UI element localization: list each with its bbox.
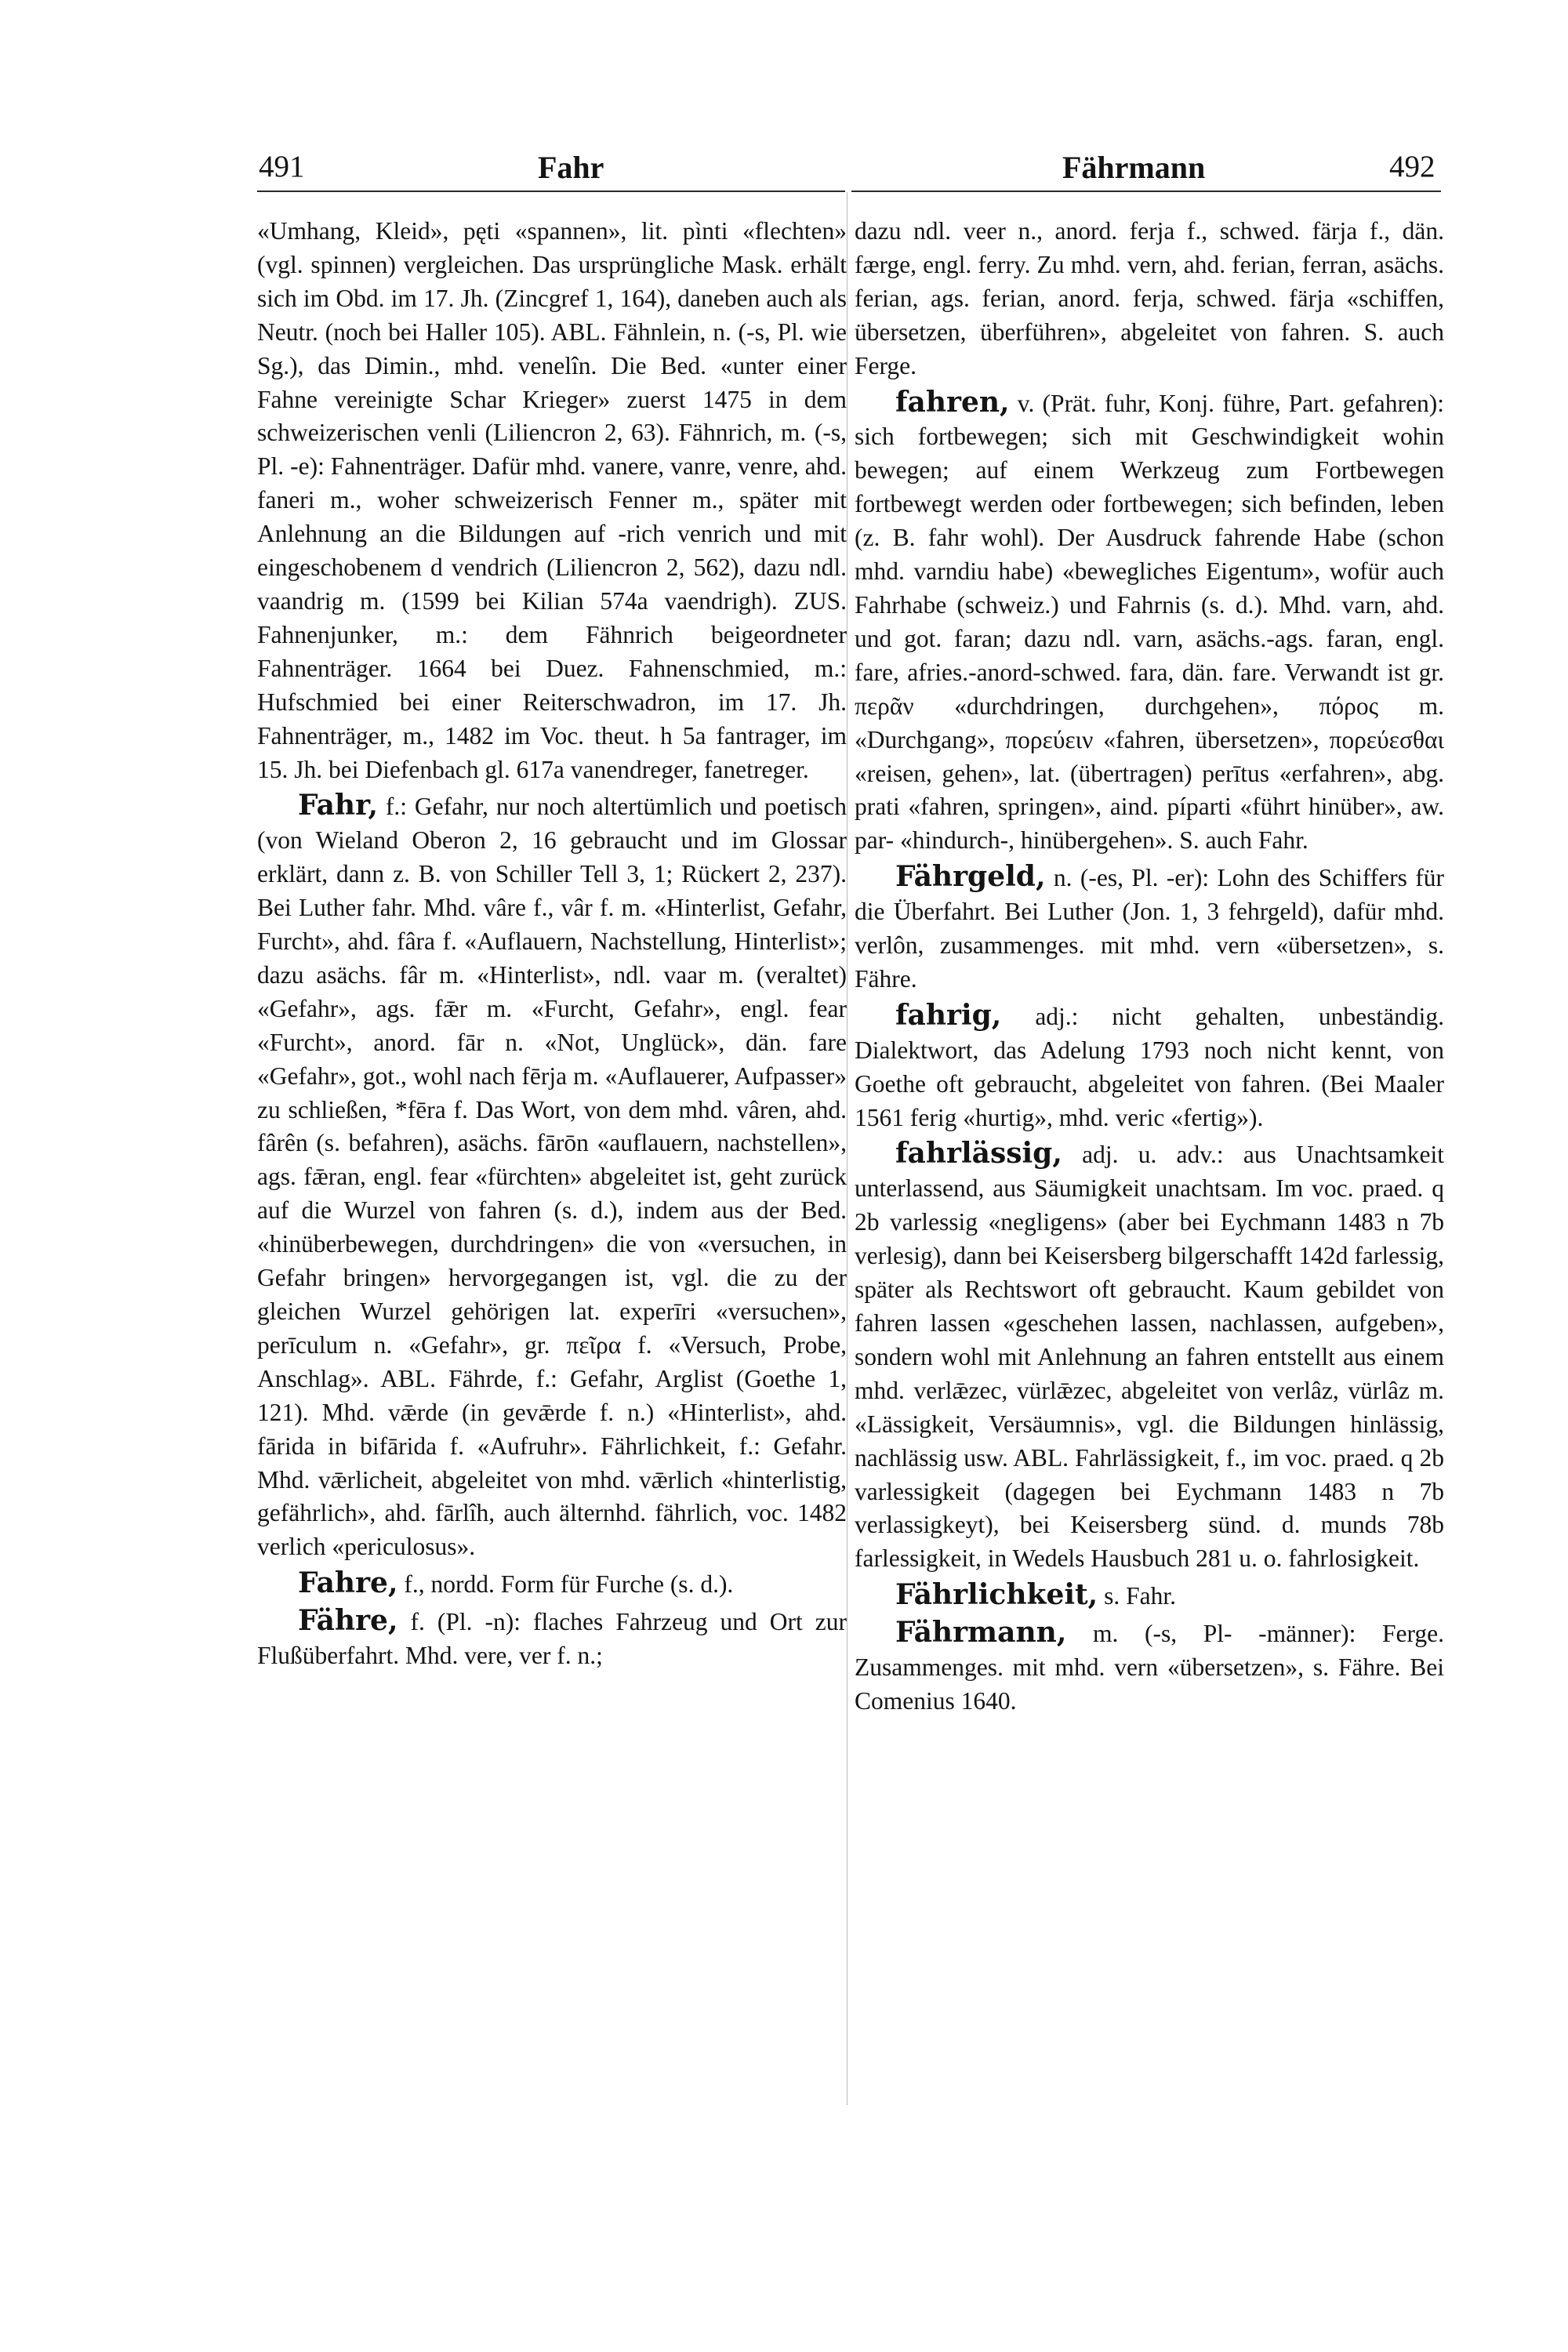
headword: Fährmann, <box>895 1616 1067 1650</box>
entry-text: f., nordd. Form für Furche (s. d.). <box>397 1570 734 1599</box>
headword: fahrig, <box>895 998 1002 1032</box>
headword: Fährlichkeit, <box>895 1578 1098 1612</box>
running-head-right: Fährmann <box>1062 150 1206 185</box>
headword: Fährgeld, <box>895 860 1046 894</box>
headword: Fahr, <box>298 789 378 822</box>
entry-fahren <box>855 386 1444 858</box>
entry-continuation <box>855 215 1444 383</box>
entry-text: adj.: nicht gehalten, unbeständig. Dialektwort, das Adelung 1793 noch nicht kennt, von Goethe oft gebraucht, abgeleitet von fahren. (Bei Maaler 1561 ferig «hurtig», mhd. veric «fertig»). <box>855 1002 1444 1131</box>
entry-text: m. (-s, Pl- -männer): Ferge. Zusammenges. mit mhd. vern «übersetzen», s. Fähre. Bei Comenius 1640. <box>855 1620 1444 1715</box>
headword: Fähre, <box>298 1604 398 1638</box>
running-head-left: Fahr <box>538 150 604 185</box>
entry-faehrlichkeit <box>855 1578 1444 1613</box>
right-column <box>855 215 1444 1719</box>
entry-continuation <box>257 215 847 786</box>
entry-fahrig <box>855 999 1444 1135</box>
headword: fahrlässig, <box>895 1137 1062 1171</box>
entry-text: v. (Prät. fuhr, Konj. führe, Part. gefahren): sich fortbewegen; sich mit Geschwindigkeit wohin bewegen; auf einem Werkzeug zum Fortbewegen fortbewegt werden oder fortbewegen; sich befinden, leben (z. B. fahr wohl). Der Ausdruck fahrende Habe (schon mhd. varndiu habe) «bewegliches Eigentum», wofür auch Fahrhabe (schweiz.) und Fahrnis (s. d.). Mhd. varn, ahd. und got. faran; dazu ndl. varn, asächs.-ags. faran, engl. fare, afries.-anord-schwed. fara, dän. fare. Verwandt ist gr. περᾶν «durchdringen, durchgehen», πόρος m. «Durchgang», πορεύειν «fahren, übersetzen», πορεύεσθαι «reisen, gehen», lat. (übertragen) perītus «erfahren», abg. prati «fahren, springen», aind. píparti «führt hinüber», aw. par- «hindurch-, hinübergehen». S. auch Fahr. <box>855 389 1444 855</box>
entry-text: f.: Gefahr, nur noch altertümlich und poetisch (von Wieland Oberon 2, 16 gebraucht und im Glossar erklärt, dann z. B. von Schiller Tell 3, 1; Rückert 2, 237). Bei Luther fahr. Mhd. vâre f., vâr f. m. «Hinterlist, Gefahr, Furcht», ahd. fâra f. «Auflauern, Nachstellung, Hinterlist»; dazu asächs. fâr m. «Hinterlist», ndl. vaar m. (veraltet) «Gefahr», ags. fǣr m. «Furcht, Gefahr», engl. fear «Furcht», anord. fār n. «Not, Unglück», dän. fare «Gefahr», got., wohl nach fērja m. «Auflauerer, Aufpasser» zu schließen, *fēra f. Das Wort, von dem mhd. vâren, ahd. fârên (s. befahren), asächs. fārōn «auflauern, nachstellen», ags. fǣran, engl. fear «fürchten» abgeleitet ist, geht zurück auf die Wurzel von fahren (s. d.), indem aus der Bed. «hinüberbewegen, durchdringen» die von «versuchen, in Gefahr bringen» hervorgegangen ist, vgl. die zu der gleichen Wurzel gehörigen lat. experīri «versuchen», perīculum n. «Gefahr», gr. πεῖρα f. «Versuch, Probe, Anschlag». ABL. Fährde, f.: Gefahr, Arglist (Goethe 1, 121). Mhd. vǣrde (in gevǣrde f. n.) «Hinterlist», ahd. fārida in bifārida f. «Aufruhr». Fährlichkeit, f.: Gefahr. Mhd. vǣrlicheit, abgeleitet von mhd. vǣrlich «hinterlistig, gefährlich», ahd. fārlîh, auch älternhd. fährlich, voc. 1482 verlich «periculosus». <box>257 793 847 1561</box>
page-number-left: 491 <box>259 150 305 183</box>
entry-faehrgeld <box>855 860 1444 996</box>
entry-faehrmann <box>855 1616 1444 1719</box>
left-column <box>257 215 847 1673</box>
entry-fahrlaessig <box>855 1137 1444 1576</box>
entry-fahr <box>257 789 847 1564</box>
entry-text: n. (-es, Pl. -er): Lohn des Schiffers für die Überfahrt. Bei Luther (Jon. 1, 3 fehrgeld), dafür mhd. verlôn, zusammenges. mit mhd. vern «übersetzen», s. Fähre. <box>855 864 1444 993</box>
column-divider <box>847 192 848 2105</box>
entry-text: s. Fahr. <box>1098 1582 1176 1610</box>
header-rule-left <box>257 191 845 192</box>
entry-text: «Umhang, Kleid», pęti «spannen», lit. pìnti «flechten» (vgl. spinnen) vergleichen. Das ursprüngliche Mask. erhält sich im Obd. im 17. Jh. (Zincgref 1, 164), daneben auch als Neutr. (noch bei Haller 105). ABL. Fähnlein, n. (-s, Pl. wie Sg.), das Dimin., mhd. venelîn. Die Bed. «unter einer Fahne vereinigte Schar Krieger» zuerst 1475 in dem schweizerischen venli (Liliencron 2, 63). Fähnrich, m. (-s, Pl. -e): Fahnenträger. Dafür mhd. vanere, vanre, venre, ahd. faneri m., woher schweizerisch Fenner m., später mit Anlehnung an die Bildungen auf -rich venrich und mit eingeschobenem d vendrich (Liliencron 2, 562), dazu ndl. vaandrig m. (1599 bei Kilian 574a vaendrigh). ZUS. Fahnenjunker, m.: dem Fähnrich beigeordneter Fahnenträger. 1664 bei Duez. Fahnenschmied, m.: Hufschmied bei einer Reiterschwadron, im 17. Jh. Fahnenträger, m., 1482 im Voc. theut. h 5a fantrager, im 15. Jh. bei Diefenbach gl. 617a vanendreger, fanetreger. <box>257 217 847 783</box>
headword: Fahre, <box>298 1566 398 1600</box>
entry-fahre <box>257 1566 847 1602</box>
header-rule-right <box>851 191 1441 192</box>
entry-text: dazu ndl. veer n., anord. ferja f., schwed. färja f., dän. færge, engl. ferry. Zu mhd. vern, ahd. ferian, ferran, asächs. ferian, ags. ferian, anord. ferja, schwed. färja «schiffen, übersetzen, überführen», abgeleitet von fahren. S. auch Ferge. <box>855 217 1444 379</box>
headword: fahren, <box>895 385 1010 419</box>
entry-faehre <box>257 1604 847 1673</box>
entry-text: f. (Pl. -n): flaches Fahrzeug und Ort zur Flußüberfahrt. Mhd. vere, ver f. n.; <box>257 1608 847 1670</box>
page-number-right: 492 <box>1389 150 1436 183</box>
entry-text: adj. u. adv.: aus Unachtsamkeit unterlassend, aus Säumigkeit unachtsam. Im voc. praed. q 2b varlessig «negligens» (aber bei Eychmann 1483 n 7b verlesig), dann bei Keisersberg bilgerschafft 142d farlessig, später als Rechtswort oft gebraucht. Kaum gebildet von fahren lassen «geschehen lassen, nachlassen, aufgeben», sondern wohl mit Anlehnung an fahren entstellt aus einem mhd. verlǣzec, vürlǣzec, abgeleitet von verlâz, vürlâz m. «Lässigkeit, Versäumnis», vgl. die Bildungen hinlässig, nachlässig usw. ABL. Fahrlässigkeit, f., im voc. praed. q 2b varlessigkeit (dagegen bei Eychmann 1483 n 7b verlassigkeyt), bei Keisersberg sünd. d. munds 78b farlessigkeit, in Wedels Hausbuch 281 u. o. fahrlosigkeit. <box>855 1141 1444 1573</box>
